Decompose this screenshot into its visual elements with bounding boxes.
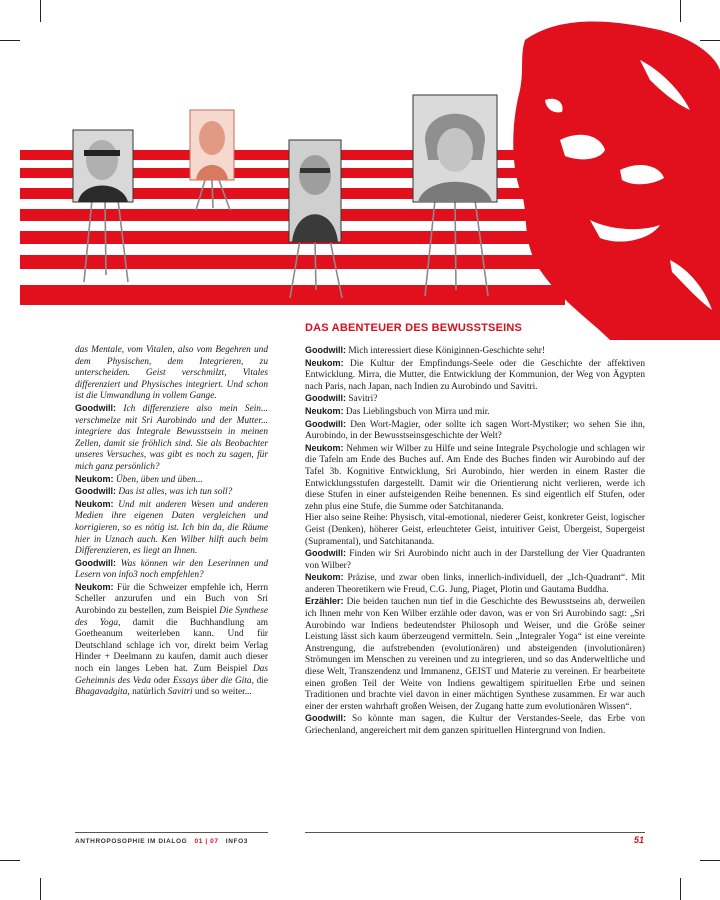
paragraph: Goodwill: Finden wir Sri Aurobindo nicht auch in der Darstellung der Vier Quadranten von Wilber?	[305, 548, 645, 571]
speaker-label: Goodwill:	[305, 548, 346, 559]
paragraph: Neukom: Für die Schweizer empfehle ich, Herrn Scheller anzurufen und ein Buch von Sri Aurobindo zu bestellen, zum Beispiel Die Synthese des Yoga, damit die Buchhandlung am Goetheanum weiterleben kann. Und für Deutschland schlage ich vor, direkt beim Verlag Hinder + Deelmann zu kaufen, damit auch dieser noch ein langes Leben hat. Zum Beispiel Das Geheimnis des Veda oder Essays über die Gita, die Bhagavadgita, natürlich Savitri und so weiter...	[75, 581, 268, 698]
speaker-label: Neukom:	[75, 581, 114, 592]
portrait-man-pipe	[73, 130, 133, 202]
crop-mark	[700, 860, 720, 861]
book-title: Savitri	[167, 687, 193, 698]
crop-mark	[40, 878, 41, 900]
speaker-label: Neukom:	[305, 442, 344, 453]
paragraph: das Mentale, vom Vitalen, also vom Begehren und dem Physischen, dem Integrieren, zu unterscheiden. Geist verschmilzt, Vitales differenziert und Physisches integriert. Und schon ist die Umwandlung in vollem Gange.	[75, 345, 268, 402]
portrait-man-glasses	[289, 140, 341, 242]
footer-rule	[305, 832, 645, 833]
speaker-label: Goodwill:	[305, 418, 346, 429]
crop-mark	[680, 878, 681, 900]
portrait-bust	[190, 110, 234, 180]
footer-rule	[75, 832, 268, 833]
magazine-name: ANTHROPOSOPHIE IM DIALOG	[75, 838, 188, 845]
paragraph: Neukom: Üben, üben und üben...	[75, 473, 203, 485]
paragraph: Goodwill: Mich interessiert diese Königinnen-Geschichte sehr!	[305, 345, 546, 356]
paragraph: Goodwill: So könnte man sagen, die Kultur der Verstandes-Seele, das Erbe von Griechenland, angereichert mit dem ganzen spirituellen Hintergrund von Indien.	[305, 713, 645, 736]
page-number: 51	[634, 835, 645, 845]
speaker-label: Neukom:	[75, 498, 114, 509]
paragraph: Erzähler: Die beiden tauchen nun tief in die Geschichte des Bewusstseins ab, derweilen ich Ihnen mehr von Ken Wilber erzähle oder davon, was er von Sri Aurobindo sagt: „Sri Aurobindo war Indiens bedeutendster Philosoph und Weiser, und die Größe seiner Leistung lässt sich kaum überzeugend vermitteln. Sein „Integraler Yoga“ ist eine vereinte Anstrengung, die aufstrebenden (evolutionären) und absteigenden (involutionären) Strömungen im Menschen zu vereinen und zu integrieren, und so das Anderweltliche und diese Welt, Transzendenz und Immanenz, GEIST und Materie zu vereinen. Er bearbeitete einen großen Teil der Weite von Indiens gewaltigem spirituellen Erbe und seinen Traditionen und brachte viel davon in einer mächtigen Synthese zusammen. Er war auch einer der ersten wahrhaft großen Weisen, der Zugang hatte zum evolutionären Wissen“.	[305, 596, 645, 712]
paragraph: Goodwill: Was können wir den Leserinnen und Lesern von info3 noch empfehlen?	[75, 557, 268, 581]
book-title: Die Synthese des Yoga	[75, 606, 268, 628]
speaker-label: Neukom:	[305, 357, 344, 368]
paragraph: Goodwill: Ich differenziere also mein Sein... verschmelze mit Sri Aurobindo und der Mutter... integriere das Integrale Bewusstsein in meinen Zellen, damit sie fröhlich sind. Sie als Beobachter unseres Versuches, was gibt es noch zu sagen, für mich ganz persönlich?	[75, 402, 268, 472]
paragraph: Neukom: Das Lieblingsbuch von Mirra und mir.	[305, 405, 490, 417]
banner-illustration	[0, 0, 720, 340]
speaker-label: Erzähler:	[305, 596, 344, 607]
speaker-label: Goodwill:	[305, 393, 346, 404]
issue-number: 01 | 07	[194, 838, 219, 845]
section-title: DAS ABENTEUER DES BEWUSSTSEINS	[305, 322, 523, 334]
book-title: Das Geheimnis des Veda	[75, 664, 268, 686]
footer	[75, 838, 248, 845]
book-title: Bhagavadgita	[75, 687, 128, 698]
speaker-label: Neukom:	[75, 473, 114, 484]
paragraph: Neukom: Die Kultur der Empfindungs-Seele oder die Geschichte der affektiven Entwicklung. Mirra, die Mutter, die Entwicklung der Kommunion, der Weg von Ägypten nach Paris, nach Japan, nach Indien zu Aurobindo und Savitri.	[305, 357, 645, 392]
speaker-label: Goodwill:	[75, 486, 116, 497]
speaker-label: Goodwill:	[305, 345, 346, 355]
paragraph: Goodwill: Den Wort-Magier, oder sollte ich sagen Wort-Mystiker; wo sehen Sie ihn, Aurobindo, in der Bewusstseinsgeschichte der Welt?	[305, 418, 645, 442]
left-column	[75, 345, 268, 699]
right-column	[305, 345, 645, 738]
speaker-label: Goodwill:	[75, 557, 116, 568]
paragraph: Hier also seine Reihe: Physisch, vital-emotional, niederer Geist, konkreter Geist, logischer Geist (Denken), höherer Geist, erleuchteter Geist, intuitiver Geist, Übergeist, Supergeist (Supramental), und Satchitananda.	[305, 513, 645, 547]
paragraph: Goodwill: Das ist alles, was ich tun soll?	[75, 486, 233, 498]
paragraph: Goodwill: Savitri?	[305, 393, 378, 405]
portrait-woman-headscarf	[413, 95, 497, 202]
publication-name: INFO3	[225, 838, 248, 845]
paragraph: Neukom: Und mit anderen Wesen und anderen Medien ihre eigenen Daten vergleichen und korrigieren, so es nötig ist. Ich bin da, die Räume hier in Uznach auch. Ken Wilber hilft auch beim Differenzieren, es liegt an Ihnen.	[75, 498, 268, 557]
speaker-label: Neukom:	[305, 405, 344, 416]
crop-mark	[0, 860, 20, 861]
speaker-label: Goodwill:	[75, 402, 116, 413]
speaker-label: Goodwill:	[305, 713, 346, 724]
book-title: Essays über die Gita	[172, 675, 252, 686]
speaker-label: Neukom:	[305, 572, 344, 583]
paragraph: Neukom: Nehmen wir Wilber zu Hilfe und seine Integrale Psychologie und schlagen wir die Tafeln am Ende des Buches auf. Am Ende des Buches finden wir Aurobindo auf der Tafel 3b. Kognitive Entwicklung, Sri Aurobindo, hier werden in einem Raster die Entwicklungsstufen dargestellt. Damit wir die Orientierung nicht verlieren, werde ich diese Stufen in einer aufsteigenden Reihe benennen. Es sind eigentlich elf Stufen, oder zehn plus eine Stufe, die Summe oder Satchitananda.	[305, 442, 645, 512]
paragraph: Neukom: Präzise, und zwar oben links, innerlich-individuell, der „Ich-Quadrant“. Mit anderen Theoretikern wie Freud, C.G. Jung, Piaget, Plotin und Gautama Buddha.	[305, 572, 645, 595]
